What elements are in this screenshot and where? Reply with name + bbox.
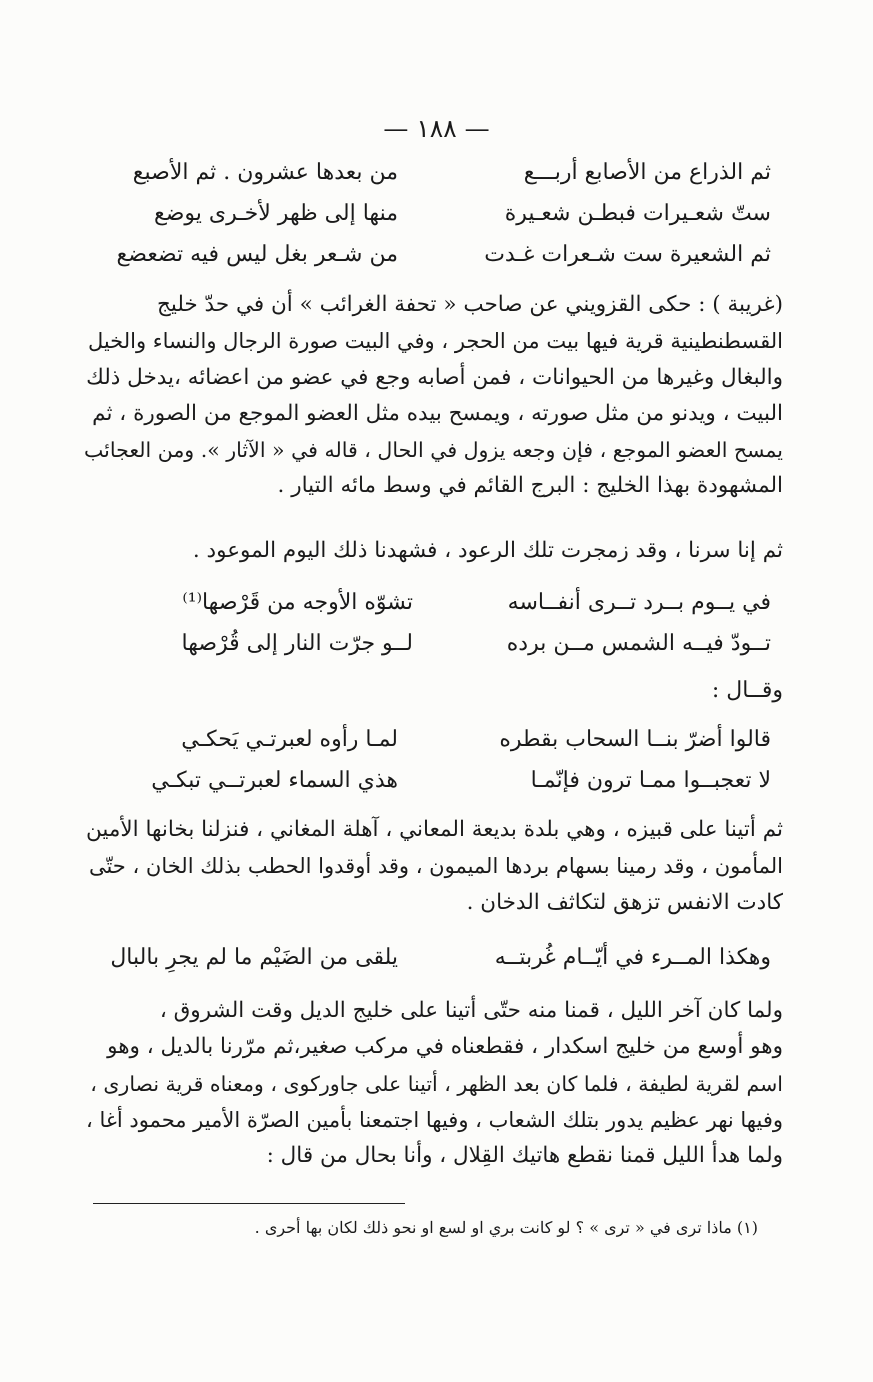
- prose-line: القسطنطينية قرية فيها بيت من الحجر ، وفي البيت صورة الرجال والنساء والخيل: [87, 329, 783, 354]
- verse-second-hemistich: يلقى من الضَيْم ما لم يجرِ بالبال: [110, 945, 398, 970]
- verse-group-2: [80, 590, 783, 672]
- verse-first-hemistich: وهكذا المــرء في أيّــام غُربتــه: [494, 945, 771, 970]
- verse-line: [80, 631, 783, 672]
- verse-line: [80, 727, 783, 768]
- footnote: (١) ماذا ترى في « ترى » ؟ لو كانت بري او لسع او نحو ذلك لكان بها أحرى .: [254, 1218, 758, 1237]
- prose-line: يمسح العضو الموجع ، فإن وجعه يزول في الحال ، قاله في « الآثار ». ومن العجائب: [84, 438, 783, 463]
- prose-line: البيت ، ويدنو من مثل صورته ، ويمسح بيده مثل العضو الموجع من الصورة ، ثم: [92, 400, 783, 426]
- page-number: — ١٨٨ —: [383, 114, 490, 143]
- prose-line: المشهودة بهذا الخليج : البرج القائم في وسط مائه التيار .: [277, 473, 783, 499]
- verse-second-hemistich: تشوّه الأوجه من قَرْصها⁽¹⁾: [182, 590, 413, 615]
- prose-line: كادت الانفس تزهق لتكاثف الدخان .: [466, 889, 783, 915]
- verse-first-hemistich: في يــوم بــرد تــرى أنفــاسه: [507, 590, 771, 615]
- verse-line: [80, 945, 783, 986]
- qaal-heading: وقــال :: [711, 678, 783, 703]
- verse-first-hemistich: ثم الذراع من الأصابع أربـــع: [523, 160, 771, 185]
- prose-line: والبغال وغيرها من الحيوانات ، فمن أصابه وجع في عضو من اعضائه ،يدخل ذلك: [86, 364, 783, 390]
- verse-first-hemistich: تــودّ فيــه الشمس مــن برده: [506, 631, 771, 656]
- verse-line: [80, 242, 783, 283]
- verse-first-hemistich: ثم الشعيرة ست شـعرات غـدت: [484, 242, 771, 267]
- verse-group-4: [80, 945, 783, 986]
- verse-line: [80, 590, 783, 631]
- prose-paragraph-3: [80, 812, 783, 921]
- verse-second-hemistich: من شـعر بغل ليس فيه تضعضع: [116, 242, 398, 267]
- verse-line: [80, 768, 783, 809]
- verse-group-3: [80, 727, 783, 809]
- prose-line: ثم أتينا على قبيزه ، وهي بلدة بديعة المعاني ، آهلة المغاني ، فنزلنا بخانها الأمين: [86, 817, 783, 842]
- prose-paragraph-1: [80, 287, 783, 505]
- footnote-divider: [93, 1203, 405, 1204]
- verse-first-hemistich: قالوا أضرّ بنــا السحاب بقطره: [499, 727, 771, 752]
- verse-second-hemistich: لــو جرّت النار إلى قُرْصها: [181, 631, 413, 656]
- verse-first-hemistich: ستّ شعـيرات فبطـن شعـيرة: [504, 201, 771, 226]
- prose-line: وفيها نهر عظيم يدور بتلك الشعاب ، وفيها اجتمعنا بأمين الصرّة الأمير محمود أغا ،: [86, 1107, 783, 1132]
- prose-line: ولما كان آخر الليل ، قمنا منه حتّى أتينا على خليج الديل وقت الشروق ،: [159, 998, 783, 1023]
- verse-second-hemistich: لمـا رأوه لعبرتـي يَحكـي: [181, 727, 398, 752]
- verse-group-1: [80, 160, 783, 283]
- prose-line: المأمون ، وقد رمينا بسهام بردها الميمون ، وقد أوقدوا الحطب بذلك الخان ، حتّى: [88, 854, 783, 879]
- verse-second-hemistich: هذي السماء لعبرتــي تبكـي: [151, 768, 398, 793]
- verse-second-hemistich: منها إلى ظهر لأخـرى يوضع: [153, 201, 398, 226]
- verse-line: [80, 160, 783, 201]
- verse-second-hemistich: من بعدها عشرون . ثم الأصبع: [132, 160, 398, 185]
- prose-line: (غريبة ) : حكى القزويني عن صاحب « تحفة الغرائب » أن في حدّ خليج: [156, 292, 783, 317]
- prose-line: ولما هدأ الليل قمنا نقطع هاتيك القِلال ، وأنا بحال من قال :: [266, 1143, 783, 1169]
- verse-first-hemistich: لا تعجبــوا ممـا ترون فإنّمـا: [530, 768, 771, 793]
- prose-paragraph-4: [80, 993, 783, 1174]
- prose-line: اسم لقرية لطيفة ، فلما كان بعد الظهر ، أتينا على جاوركوى ، ومعناه قرية نصارى ،: [90, 1071, 783, 1096]
- prose-paragraph-2: ثم إنا سرنا ، وقد زمجرت تلك الرعود ، فشهدنا ذلك اليوم الموعود .: [192, 538, 783, 563]
- verse-line: [80, 201, 783, 242]
- prose-line: وهو أوسع من خليج اسكدار ، فقطعناه في مركب صغير،ثم مرّرنا بالديل ، وهو: [107, 1034, 783, 1060]
